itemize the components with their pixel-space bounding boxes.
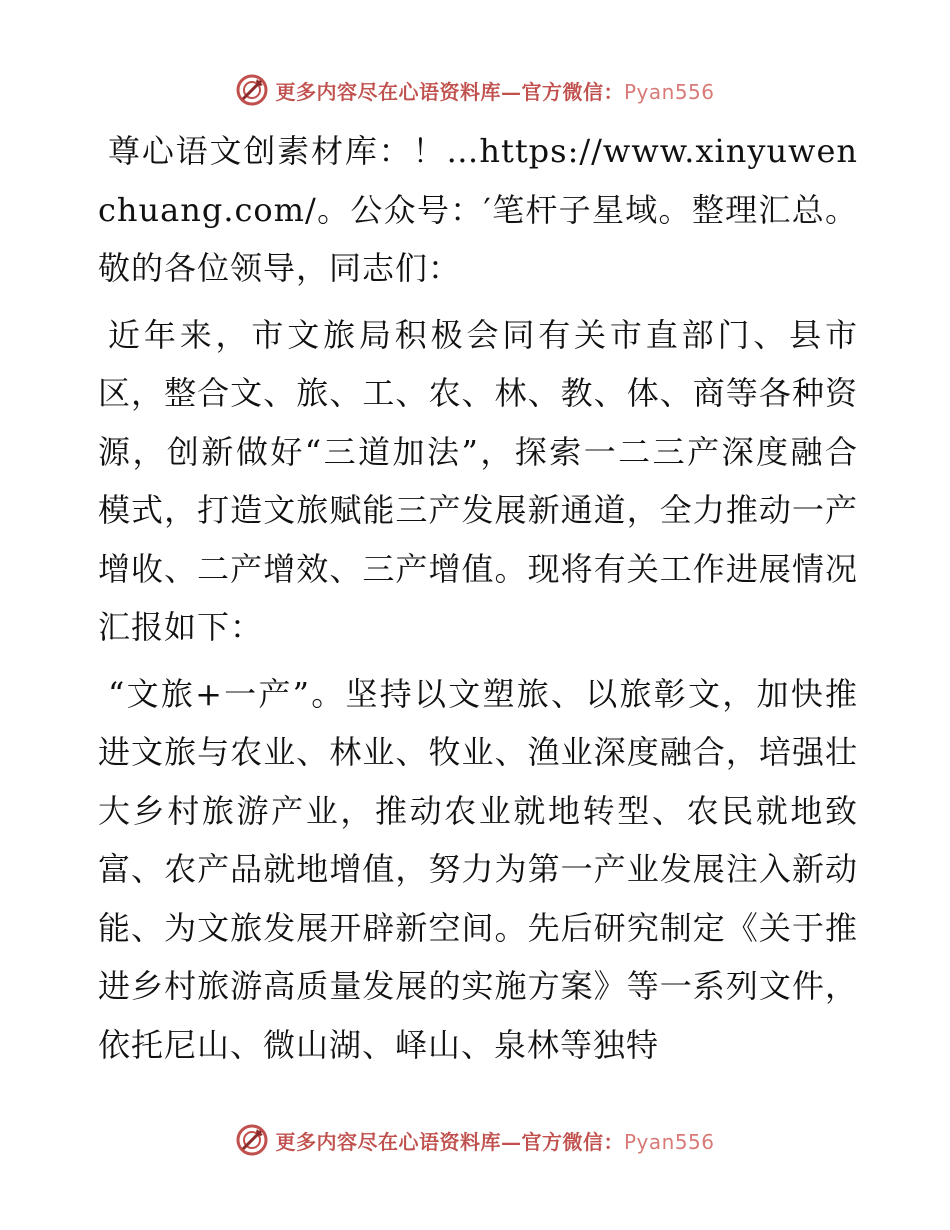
footer-banner-text: 更多内容尽在心语资料库—官方微信：Pyan556 [275,1129,715,1154]
brand-logo-icon [235,1123,269,1157]
header-wechat-id: Pyan556 [623,79,715,104]
header-banner-text: 更多内容尽在心语资料库—官方微信：Pyan556 [275,79,715,104]
paragraph-intro: 尊心语文创素材库：！…https://www.xinyuwenchuang.com/。公众号：′笔杆子星域。整理汇总。敬的各位领导，同志们： [98,132,858,287]
footer-wechat-id: Pyan556 [623,1129,715,1154]
header-banner [0,70,950,110]
brand-logo-icon [235,73,269,107]
footer-banner [0,1120,950,1160]
document-body [98,122,858,1082]
paragraph-first-industry: “文旅+一产”。坚持以文塑旅、以旅彰文，加快推进文旅与农业、林业、牧业、渔业深度融合，培强壮大乡村旅游产业，推动农业就地转型、农民就地致富、农产品就地增值，努力为第一产业发展注入新动能、为文旅发展开辟新空间。先后研究制定《关于推进乡村旅游高质量发展的实施方案》等一系列文件，依托尼山、微山湖、峄山、泉林等独特 [98,674,858,1064]
paragraph-overview: 近年来，市文旅局积极会同有关市直部门、县市区，整合文、旅、工、农、林、教、体、商等各种资源，创新做好“三道加法”，探索一二三产深度融合模式，打造文旅赋能三产发展新通道，全力推动一产增收、二产增效、三产增值。现将有关工作进展情况汇报如下： [98,315,858,646]
